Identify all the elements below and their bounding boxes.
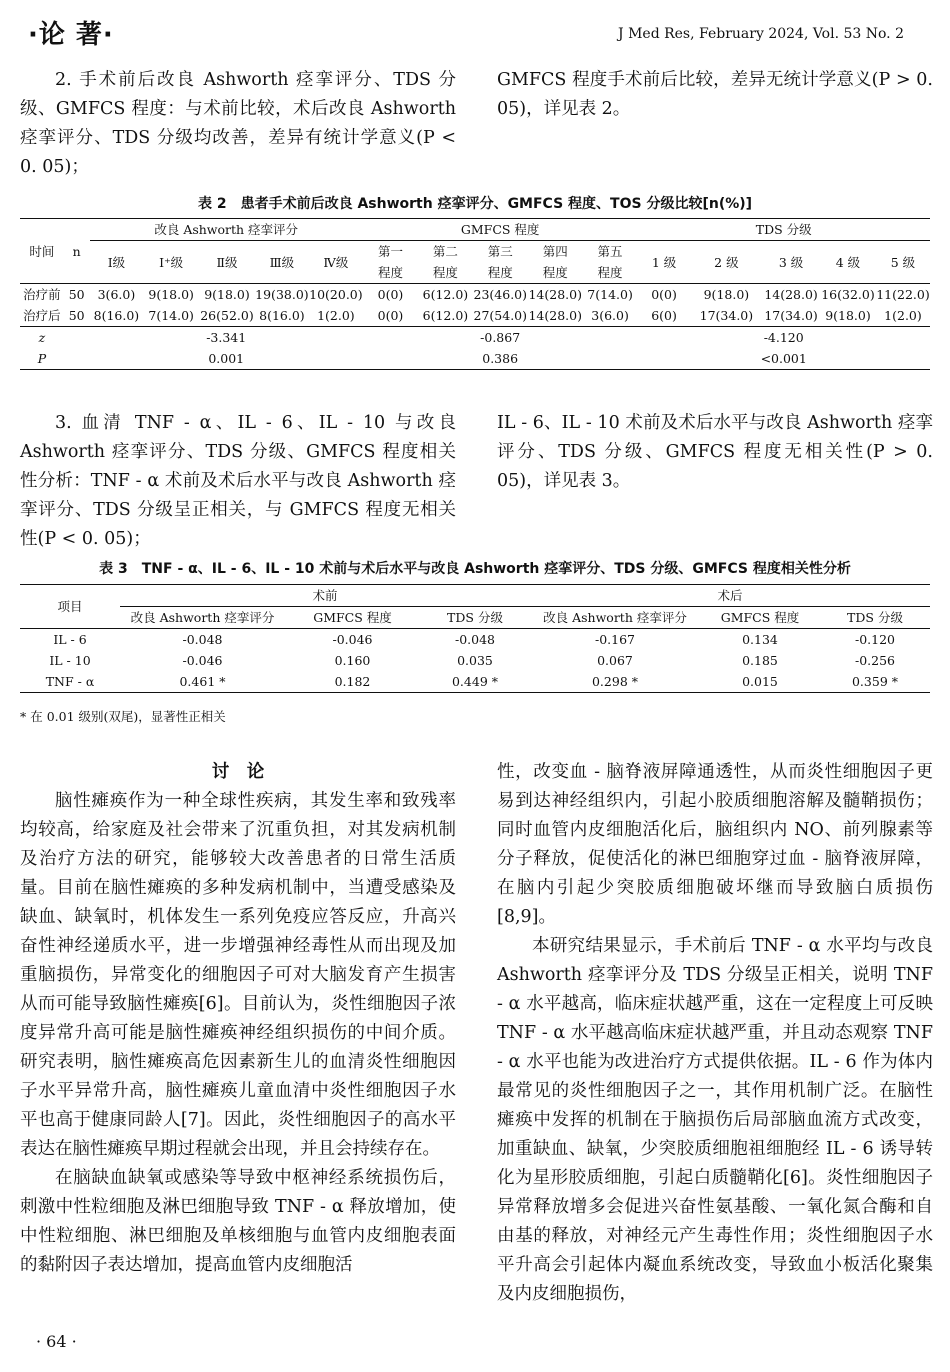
section-mark: ·论 著·	[28, 20, 114, 50]
table-cell: 19(38.0)	[255, 287, 309, 302]
table-cell: 16(32.0)	[821, 287, 875, 302]
paragraph-2-left	[20, 66, 456, 182]
table-cell: 7(14.0)	[587, 287, 633, 302]
table-3-caption: 表 3 TNF - α、IL - 6、IL - 10 术前与术后水平与改良 Ashworth 痉挛评分、TDS 分级、GMFCS 程度相关性分析	[99, 561, 851, 577]
col-header-time: 时间	[20, 219, 64, 284]
table-cell: -0.046	[182, 653, 223, 668]
table-cell: 9(18.0)	[703, 287, 750, 302]
paragraph-text: GMFCS 程度手术前后比较，差异无统计学意义(P > 0. 05)，详见表 2。	[497, 70, 933, 119]
table-row	[20, 348, 930, 370]
table-cell: 6(0)	[651, 308, 677, 323]
paragraph-text: 3. 血清 TNF - α、IL - 6、IL - 10 与改良 Ashworth 痉挛评分、TDS 分级、GMFCS 程度相关性分析：TNF - α 术前及术后水平与改良 Ashworth 痉挛评分、TDS 分级呈正相关，与 GMFCS 程度无相关性(P < 0. 05)；	[20, 413, 456, 549]
table-cell: 0(0)	[377, 287, 404, 302]
col-header: TDS 分级	[420, 607, 530, 629]
row-label: 治疗前	[23, 287, 61, 302]
table-cell: 17(34.0)	[699, 308, 754, 323]
discussion-paragraph: 本研究结果显示，手术前后 TNF - α 水平均与改良 Ashworth 痉挛评分及 TDS 分级呈正相关，说明 TNF - α 水平越高，临床症状越严重，这在一定程度上可反映 TNF - α 水平越高临床症状越严重，并且动态观察 TNF - α 水平也能为改进治疗方式提供依据。IL - 6 作为体内最常见的炎性细胞因子之一，其作用机制广泛。在脑性瘫痪中发挥的机制在于脑损伤后局部脑血流方式改变，加重缺血、缺氧，少突胶质细胞祖细胞经 IL - 6 诱导转化为星形胶质细胞，引起白质髓鞘化[6]。炎性细胞因子异常释放增多会促进兴奋性氨基酸、一氧化氮合酶和自由基的释放，对神经元产生毒性作用；炎性细胞因子水平升高会引起体内凝血系统改变，导致血小板活化聚集及内皮细胞损伤，	[497, 936, 933, 1304]
col-header-gmfcs-level: 第五	[597, 244, 623, 259]
col-header: GMFCS 程度	[700, 607, 820, 629]
group-header-post: 术后	[530, 585, 930, 607]
col-header-gmfcs-level-suffix: 程度	[528, 262, 583, 284]
col-header-ashworth-level: Ⅰ级	[90, 241, 144, 284]
table-cell: -0.048	[454, 632, 495, 647]
col-header-gmfcs-level: 第三	[487, 244, 513, 259]
table-cell: -0.046	[332, 632, 373, 647]
col-header-gmfcs-level: 第四	[542, 244, 568, 259]
table-cell: 0.359 *	[820, 671, 930, 693]
col-header-tds-level: 4 级	[820, 241, 876, 284]
table-cell: 8(16.0)	[93, 308, 140, 323]
table-cell: 14(28.0)	[764, 287, 818, 302]
table-cell: 0.015	[700, 671, 820, 693]
col-header-ashworth-level: Ⅳ级	[309, 241, 363, 284]
col-header: 改良 Ashworth 痉挛评分	[120, 607, 285, 629]
col-header-n: n	[64, 219, 90, 284]
table-cell: -3.341	[90, 327, 363, 349]
table-2	[20, 218, 930, 370]
table-cell: 26(52.0)	[200, 308, 254, 323]
table-cell: 11(22.0)	[876, 287, 930, 302]
col-header-gmfcs-level-suffix: 程度	[363, 262, 418, 284]
table-row	[20, 650, 930, 671]
col-header: GMFCS 程度	[285, 607, 420, 629]
table-cell: 17(34.0)	[764, 308, 818, 323]
table-3-footnote: * 在 0.01 级别(双尾)，显著性正相关	[20, 709, 226, 724]
journal-citation: J Med Res, February 2024, Vol. 53 No. 2	[618, 26, 904, 42]
table-cell: 9(18.0)	[204, 287, 250, 302]
table-cell: 0(0)	[377, 308, 404, 323]
paragraph-text: IL - 6、IL - 10 术前及术后水平与改良 Ashworth 痉挛评分、TDS 分级、GMFCS 程度无相关性(P > 0. 05)，详见表 3。	[497, 413, 933, 491]
table-row	[20, 671, 930, 693]
table-cell: -0.167	[594, 632, 635, 647]
table-cell: -4.120	[637, 327, 930, 349]
table-cell: 0.449 *	[420, 671, 530, 693]
row-label: TNF - α	[20, 671, 120, 693]
cell-n: 50	[68, 287, 85, 302]
table-cell: 6(12.0)	[422, 287, 469, 302]
table-cell: -0.120	[854, 632, 895, 647]
table-cell: 0.134	[742, 632, 778, 647]
table-cell: -0.867	[363, 327, 638, 349]
col-header: TDS 分级	[820, 607, 930, 629]
table-cell: 14(28.0)	[528, 287, 582, 302]
col-header-ashworth-level: Ⅱ级	[199, 241, 255, 284]
table-cell: 0.160	[334, 653, 371, 668]
discussion-left-column	[20, 758, 456, 1280]
col-header-gmfcs-level: 第二	[432, 244, 458, 259]
group-header-gmfcs: GMFCS 程度	[363, 219, 638, 241]
paragraph-text: 2. 手术前后改良 Ashworth 痉挛评分、TDS 分级、GMFCS 程度：与术前比较，术后改良 Ashworth 痉挛评分、TDS 分级均改善，差异有统计学意义(P < 0. 05)；	[20, 70, 456, 177]
table-cell: 10(20.0)	[309, 287, 363, 302]
table-cell: -0.048	[182, 632, 223, 647]
col-header-tds-level: 2 级	[691, 241, 762, 284]
table-cell: 27(54.0)	[473, 308, 527, 323]
col-header-gmfcs-level-suffix: 程度	[473, 262, 528, 284]
discussion-paragraph: 性，改变血 - 脑脊液屏障通透性，从而炎性细胞因子更易到达神经组织内，引起小胶质细胞溶解及髓鞘损伤；同时血管内皮细胞活化后，脑组织内 NO、前列腺素等分子释放，促使活化的淋巴细胞穿过血 - 脑脊液屏障，在脑内引起少突胶质细胞破坏继而导致脑白质损伤[8,9]。	[497, 762, 933, 927]
paragraph-2-right	[497, 66, 933, 124]
table-3	[20, 584, 930, 693]
col-header-tds-level: 1 级	[637, 241, 690, 284]
table-cell: 9(18.0)	[825, 308, 871, 323]
discussion-paragraph: 在脑缺血缺氧或感染等导致中枢神经系统损伤后，刺激中性粒细胞及淋巴细胞导致 TNF - α 释放增加，使中性粒细胞、淋巴细胞及单核细胞与血管内皮细胞表面的黏附因子表达增加，提高血管内皮细胞活	[20, 1168, 456, 1275]
table-2-caption: 表 2 患者手术前后改良 Ashworth 痉挛评分、GMFCS 程度、TOS 分级比较[n(%)]	[197, 196, 753, 212]
table-cell: 0.386	[363, 348, 638, 370]
table-cell: 3(6.0)	[97, 287, 136, 302]
table-cell: 7(14.0)	[148, 308, 194, 323]
table-cell: 8(16.0)	[259, 308, 305, 323]
paragraph-3-right	[497, 409, 933, 496]
table-cell: 0.461 *	[120, 671, 285, 693]
table-cell: 0.298 *	[530, 671, 700, 693]
table-cell: -0.256	[854, 653, 895, 668]
col-header-ashworth-level: Ⅲ级	[255, 241, 309, 284]
table-cell: 0.182	[285, 671, 420, 693]
group-header-ashworth: 改良 Ashworth 痉挛评分	[90, 219, 363, 241]
table-row	[20, 327, 930, 349]
discussion-right-column	[497, 758, 933, 1309]
table-cell: 0.035	[457, 653, 493, 668]
group-header-pre: 术前	[120, 585, 530, 607]
table-cell: 9(18.0)	[148, 287, 194, 302]
table-row	[20, 629, 930, 651]
col-header-ashworth-level: Ⅰ⁺级	[143, 241, 199, 284]
row-label: 治疗后	[23, 308, 61, 323]
col-header-item: 项目	[20, 585, 120, 629]
discussion-heading: 讨 论	[211, 762, 265, 782]
row-label: P	[20, 348, 64, 370]
row-label: IL - 6	[53, 632, 87, 647]
table-cell: 6(12.0)	[422, 308, 469, 323]
paragraph-3-left	[20, 409, 456, 554]
col-header-gmfcs-level: 第一	[377, 244, 403, 259]
table-cell: 14(28.0)	[528, 308, 582, 323]
col-header: 改良 Ashworth 痉挛评分	[530, 607, 700, 629]
col-header-tds-level: 5 级	[876, 241, 930, 284]
row-label: z	[20, 327, 64, 349]
table-cell: 0.185	[742, 653, 778, 668]
col-header-gmfcs-level-suffix: 程度	[583, 262, 638, 284]
table-cell: <0.001	[637, 348, 930, 370]
group-header-tds: TDS 分级	[637, 219, 930, 241]
discussion-paragraph: 脑性瘫痪作为一种全球性疾病，其发生率和致残率均较高，给家庭及社会带来了沉重负担，对其发病机制及治疗方法的研究，能够较大改善患者的日常生活质量。目前在脑性瘫痪的多种发病机制中，当遭受感染及缺血、缺氧时，机体发生一系列免疫应答反应，升高兴奋性神经递质水平，进一步增强神经毒性从而出现及加重脑损伤，异常变化的细胞因子可对大脑发育产生损害从而可能导致脑性瘫痪[6]。目前认为，炎性细胞因子浓度异常升高可能是脑性瘫痪神经组织损伤的中间介质。研究表明，脑性瘫痪高危因素新生儿的血清炎性细胞因子水平异常升高，脑性瘫痪儿童血清中炎性细胞因子水平也高于健康同龄人[7]。因此，炎性细胞因子的高水平表达在脑性瘫痪早期过程就会出现，并且会持续存在。	[20, 791, 456, 1159]
table-cell: 0(0)	[651, 287, 677, 302]
col-header-gmfcs-level-suffix: 程度	[418, 262, 473, 284]
col-header-tds-level: 3 级	[762, 241, 820, 284]
table-cell: 1(2.0)	[317, 308, 355, 323]
table-row	[20, 284, 930, 306]
table-cell: 0.001	[90, 348, 363, 370]
row-label: IL - 10	[49, 653, 91, 668]
cell-n: 50	[68, 308, 85, 323]
table-cell: 3(6.0)	[591, 308, 629, 323]
page-number: · 64 ·	[36, 1332, 77, 1351]
table-cell: 0.067	[597, 653, 633, 668]
table-cell: 23(46.0)	[473, 287, 527, 302]
table-row	[20, 305, 930, 327]
table-cell: 1(2.0)	[884, 308, 922, 323]
